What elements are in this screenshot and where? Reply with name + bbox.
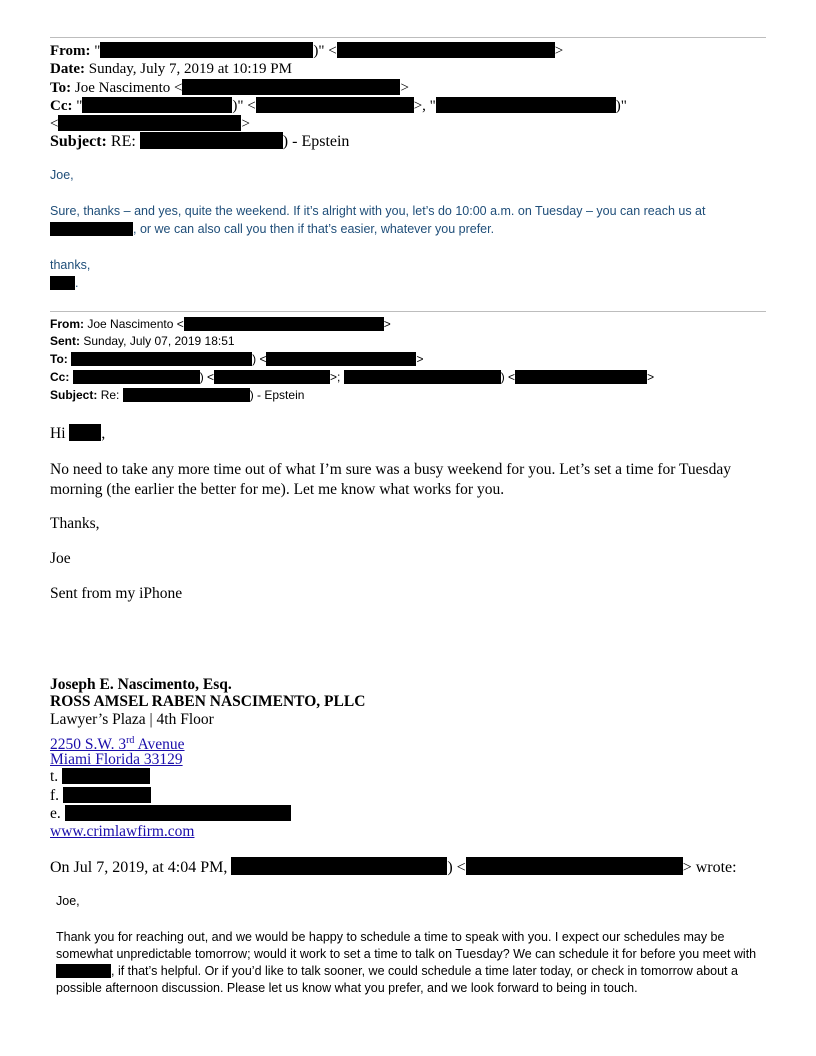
email2-paragraph: No need to take any more time out of what I’m sure was a busy weekend for you. Let’s set a time for Tuesday morning (the earlier the better for me). Let me know what works for you. (50, 461, 731, 498)
email1-signature: . (50, 275, 78, 292)
email1-date-line: Date: Sunday, July 7, 2019 at 10:19 PM (50, 61, 292, 77)
signature-office: Lawyer’s Plaza | 4th Floor (50, 711, 214, 728)
redaction-block (58, 115, 241, 131)
quote-greeting: Joe, (56, 894, 80, 908)
redaction-block (184, 317, 384, 331)
redaction-block (50, 222, 133, 236)
address-link[interactable]: 2250 S.W. 3rd Avenue (50, 735, 185, 754)
email1-signoff: thanks, (50, 258, 91, 272)
email1-paragraph-line1: Sure, thanks – and yes, quite the weekend. If it’s alright with you, let’s do 10:00 a.m. on Tuesday – you can reach us at (50, 204, 706, 218)
redaction-block (515, 370, 647, 384)
redaction-block (466, 857, 683, 875)
email1-greeting: Joe, (50, 168, 74, 182)
redaction-block (56, 964, 111, 978)
email2-name: Joe (50, 550, 71, 567)
quote-header: On Jul 7, 2019, at 4:04 PM, ) < > wrote: (50, 859, 737, 876)
email1-cc-line2: < > (50, 116, 250, 132)
top-divider (50, 37, 766, 38)
redaction-block (214, 370, 330, 384)
website-link[interactable]: www.crimlawfirm.com (50, 823, 195, 840)
city-link[interactable]: Miami Florida 33129 (50, 751, 183, 768)
email2-from-line: From: Joe Nascimento < > (50, 317, 391, 331)
quote-paragraph: Thank you for reaching out, and we would be happy to schedule a time to speak with you. I expect our schedules may be somewhat unpredictable tomorrow; would it work to set a time to talk on Tuesday? We can schedule it for before you meet with, if that’s helpful. Or if you’d like to talk sooner, we could schedule a time later today, or check in tomorrow about a possible afternoon discussion. Please let us know what you prefer, and we look forward to being in touch. (56, 930, 757, 995)
redaction-block (71, 352, 252, 366)
email2-subject-line: Subject: Re: ) - Epstein (50, 388, 305, 402)
email1-paragraph-line2: , or we can also call you then if that’s easier, whatever you prefer. (50, 221, 494, 238)
redaction-block (63, 787, 151, 803)
redaction-block (123, 388, 250, 402)
redaction-block (436, 97, 616, 113)
redaction-block (344, 370, 501, 384)
redaction-block (100, 42, 313, 58)
redaction-block (231, 857, 447, 875)
email2-cc-line: Cc: ) < >; ) < > (50, 370, 655, 384)
redaction-block (82, 97, 232, 113)
email2-sent-line: Sent: Sunday, July 07, 2019 18:51 (50, 334, 235, 348)
signature-website[interactable] (50, 822, 194, 842)
email1-to-line: To: Joe Nascimento < > (50, 80, 409, 96)
email2-to-line: To: ) < > (50, 352, 424, 366)
redaction-block (337, 42, 555, 58)
signature-email: e. (50, 804, 291, 824)
redaction-block (65, 805, 291, 821)
redaction-block (69, 424, 101, 441)
email1-subject-line: Subject: RE: ) - Epstein (50, 133, 350, 150)
redaction-block (140, 132, 283, 149)
signature-name: Joseph E. Nascimento, Esq. (50, 676, 232, 693)
email1-from-line: From: " )" < > (50, 43, 564, 59)
email2-divider (50, 311, 766, 312)
signature-phone: t. (50, 767, 150, 787)
redaction-block (182, 79, 400, 95)
email1-cc-line: Cc: " )" < >, " )" (50, 98, 627, 114)
email2-sent-from: Sent from my iPhone (50, 585, 183, 602)
signature-firm: ROSS AMSEL RABEN NASCIMENTO, PLLC (50, 693, 366, 710)
redaction-block (50, 276, 75, 290)
redaction-block (256, 97, 414, 113)
email2-thanks: Thanks, (50, 515, 100, 532)
signature-fax: f. (50, 786, 151, 806)
redaction-block (62, 768, 150, 784)
redaction-block (266, 352, 416, 366)
email2-greeting: Hi , (50, 425, 106, 442)
redaction-block (73, 370, 200, 384)
